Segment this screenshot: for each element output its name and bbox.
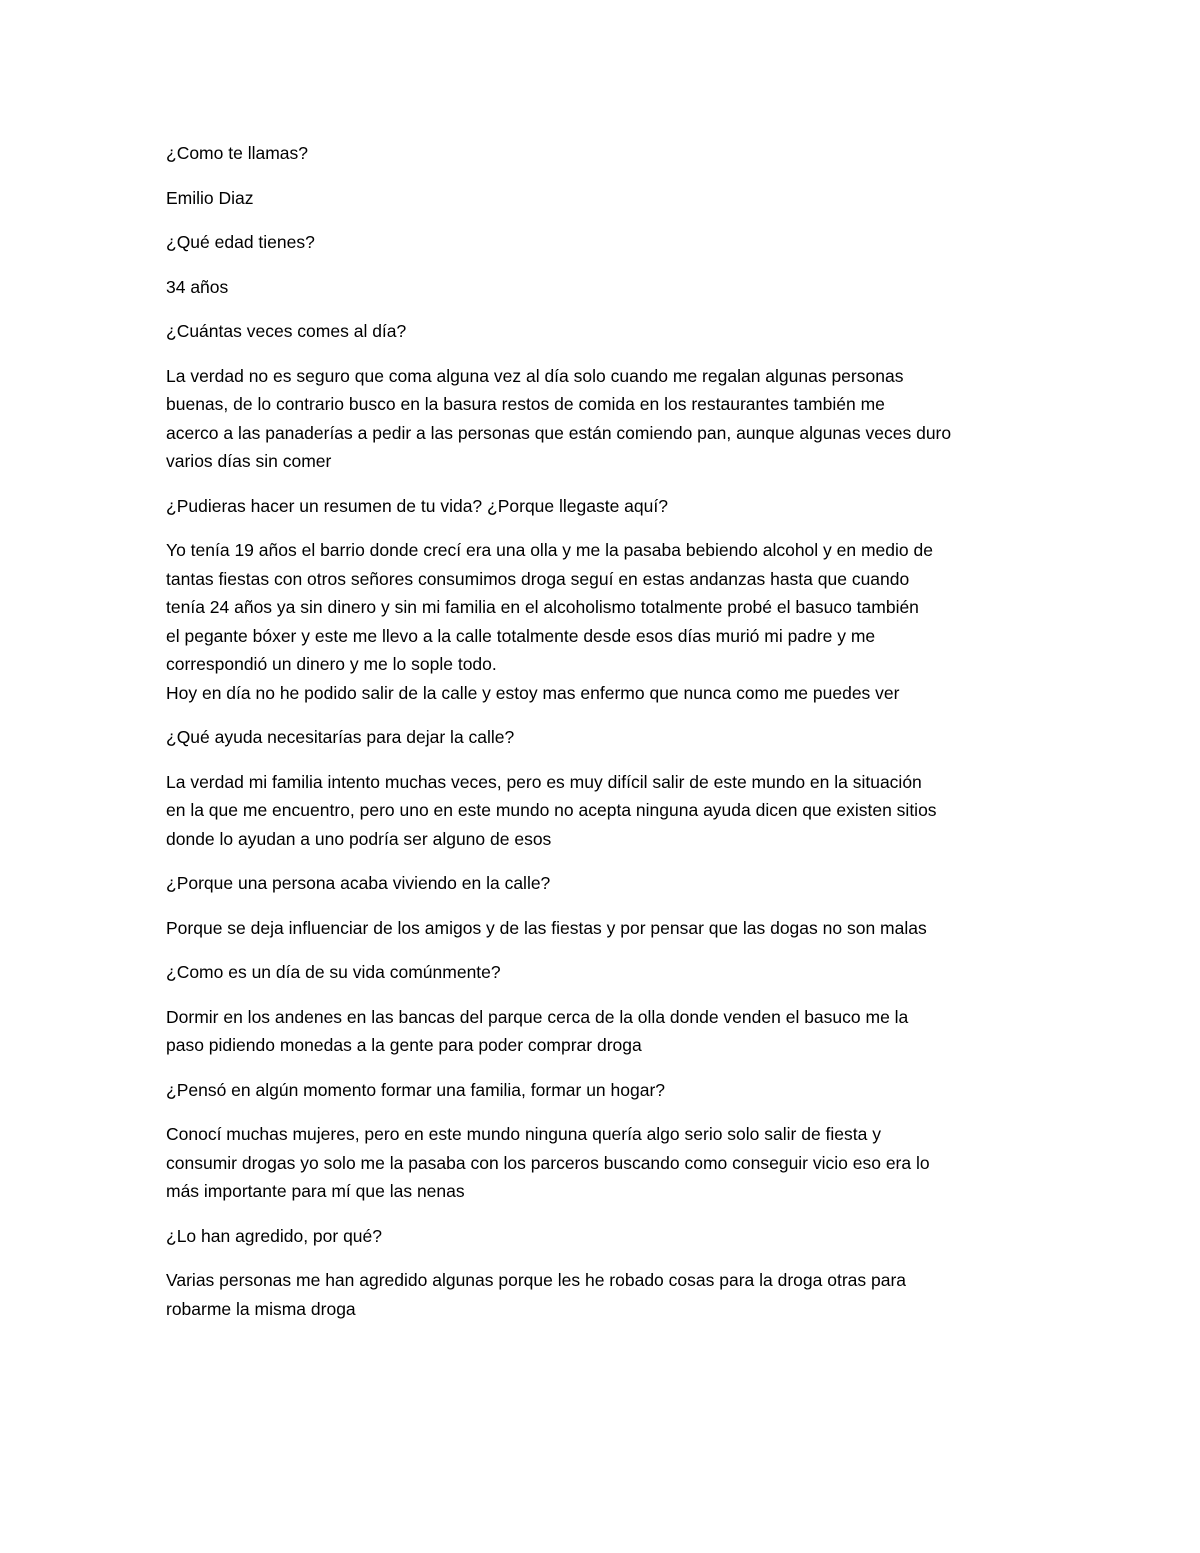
text-line: Emilio Diaz	[166, 187, 254, 208]
question-typical-day	[166, 958, 1041, 987]
text-line: más importante para mí que las nenas	[166, 1181, 465, 1201]
text-line: Conocí muchas mujeres, pero en este mundo ninguna quería algo serio solo salir de fiesta y	[166, 1124, 881, 1144]
text-line: ¿Cuántas veces comes al día?	[166, 321, 407, 341]
text-line: Varias personas me han agredido algunas porque les he robado cosas para la droga otras para	[166, 1270, 907, 1290]
answer-life-summary	[166, 536, 1041, 707]
text-line: La verdad no es seguro que coma alguna vez al día solo cuando me regalan algunas personas	[166, 365, 904, 386]
interview-text	[166, 139, 1041, 1339]
question-aggression	[166, 1222, 1041, 1251]
text-line: donde lo ayudan a uno podría ser alguno de esos	[166, 828, 552, 849]
text-line: ¿Como te llamas?	[166, 143, 308, 163]
text-line: ¿Porque una persona acaba viviendo en la calle?	[166, 873, 551, 893]
text-line: ¿Pensó en algún momento formar una familia, formar un hogar?	[166, 1079, 666, 1100]
text-line: Hoy en día no he podido salir de la calle y estoy mas enfermo que nunca como me puedes ver	[166, 682, 900, 703]
text-line: ¿Pudieras hacer un resumen de tu vida? ¿Porque llegaste aquí?	[166, 495, 668, 516]
answer-help-needed	[166, 768, 1041, 854]
answer-meals	[166, 362, 1041, 476]
answer-family	[166, 1120, 1041, 1206]
question-family	[166, 1076, 1041, 1105]
answer-aggression	[166, 1266, 1041, 1323]
text-line: tenía 24 años ya sin dinero y sin mi familia en el alcoholismo totalmente probé el basuco también	[166, 597, 919, 617]
text-line: paso pidiendo monedas a la gente para poder comprar droga	[166, 1035, 642, 1055]
text-line: La verdad mi familia intento muchas veces, pero es muy difícil salir de este mundo en la situación	[166, 771, 922, 792]
answer-why-street	[166, 914, 1041, 943]
question-meals	[166, 317, 1041, 346]
text-line: acerco a las panaderías a pedir a las personas que están comiendo pan, aunque algunas veces duro	[166, 422, 952, 443]
text-line: Yo tenía 19 años el barrio donde crecí era una olla y me la pasaba bebiendo alcohol y en medio de	[166, 540, 933, 560]
text-line: el pegante bóxer y este me llevo a la calle totalmente desde esos días murió mi padre y me	[166, 625, 876, 646]
answer-typical-day	[166, 1003, 1041, 1060]
text-line: robarme la misma droga	[166, 1298, 356, 1319]
answer-name	[166, 184, 1041, 213]
text-line: varios días sin comer	[166, 451, 332, 471]
text-line: ¿Qué edad tienes?	[166, 232, 315, 252]
question-name	[166, 139, 1041, 168]
text-line: Dormir en los andenes en las bancas del parque cerca de la olla donde venden el basuco me la	[166, 1006, 909, 1027]
text-line: consumir drogas yo solo me la pasaba con los parceros buscando como conseguir vicio eso era lo	[166, 1152, 930, 1173]
text-line: en la que me encuentro, pero uno en este mundo no acepta ninguna ayuda dicen que existen sitios	[166, 800, 937, 820]
question-life-summary	[166, 492, 1041, 521]
text-line: ¿Como es un día de su vida comúnmente?	[166, 962, 501, 982]
answer-age	[166, 273, 1041, 302]
text-line: 34 años	[166, 276, 229, 297]
question-help-needed	[166, 723, 1041, 752]
text-line: tantas fiestas con otros señores consumimos droga seguí en estas andanzas hasta que cuando	[166, 568, 910, 589]
text-line: correspondió un dinero y me lo sople todo.	[166, 654, 497, 674]
text-line: Porque se deja influenciar de los amigos y de las fiestas y por pensar que las dogas no son malas	[166, 917, 927, 938]
question-age	[166, 228, 1041, 257]
text-line: ¿Qué ayuda necesitarías para dejar la calle?	[166, 727, 515, 747]
text-line: ¿Lo han agredido, por qué?	[166, 1225, 382, 1246]
question-why-street	[166, 869, 1041, 898]
text-line: buenas, de lo contrario busco en la basura restos de comida en los restaurantes también me	[166, 394, 885, 414]
